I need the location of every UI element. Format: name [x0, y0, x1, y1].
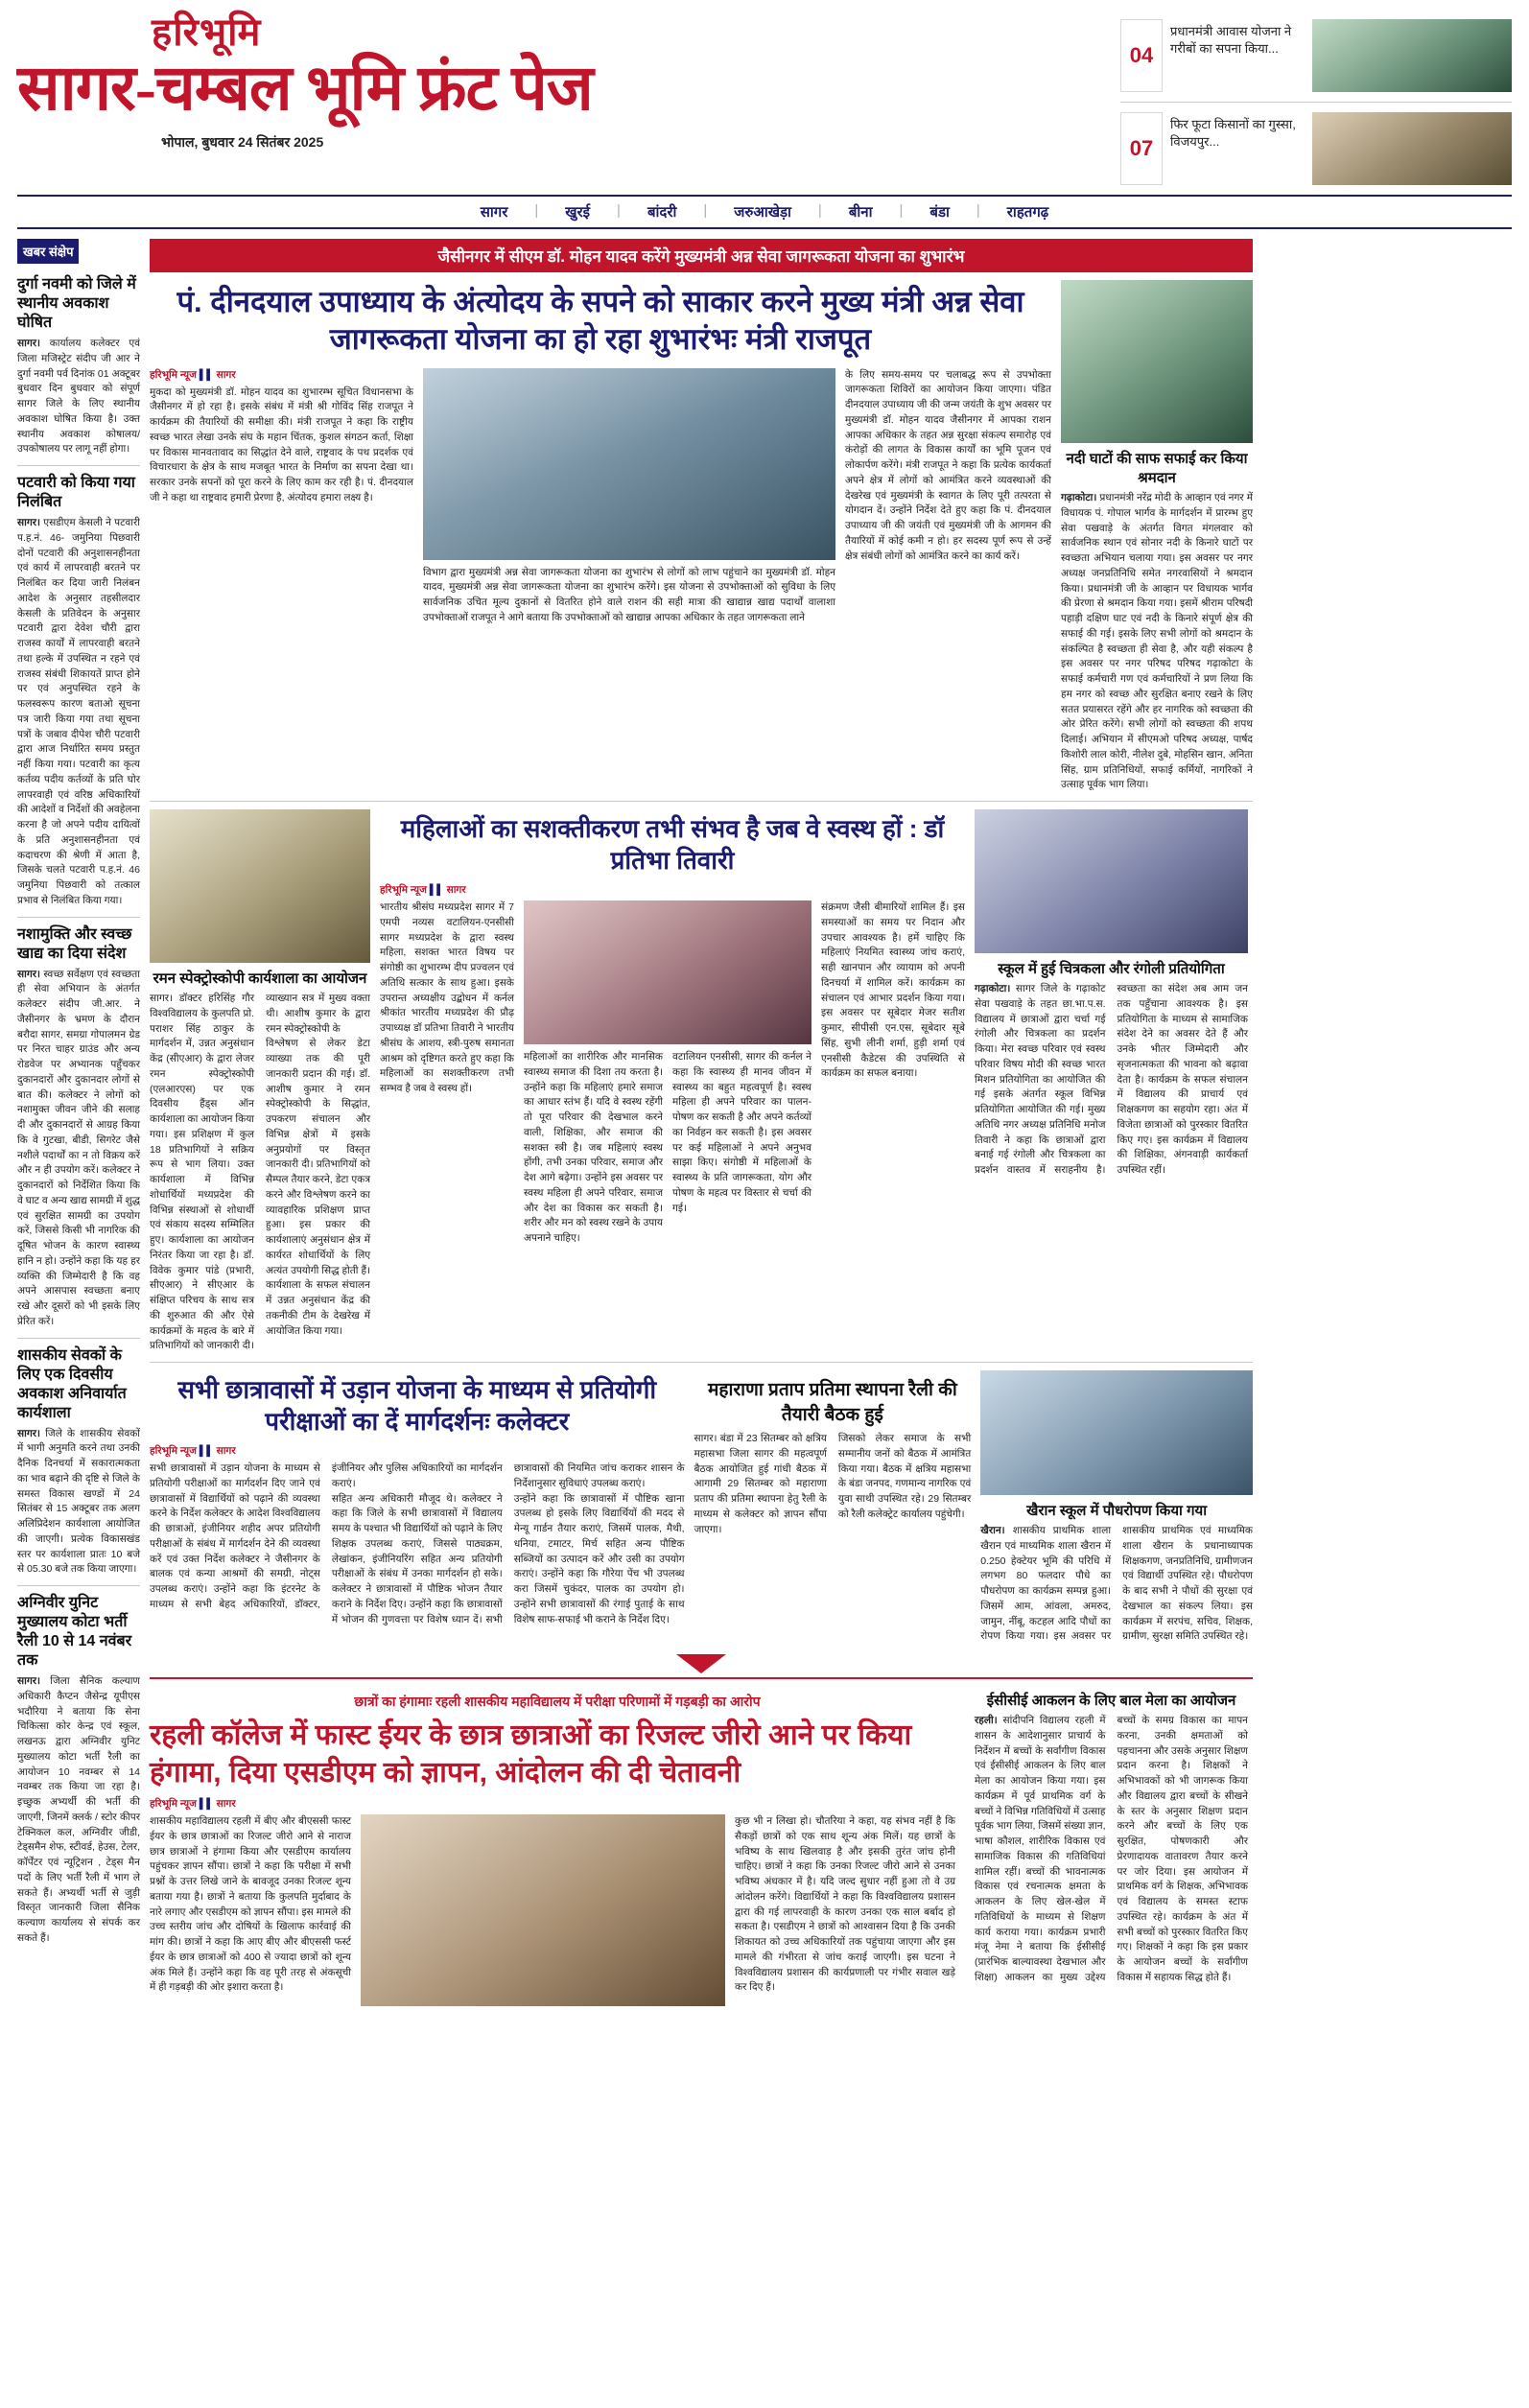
divider — [150, 801, 1253, 802]
lead-col1: मुकदा को मुख्यमंत्री डॉ. मोहन यादव का शुभारम्भ सूचित विधानसभा के जैसीनगर में हो रहा है। इसके संबंध में मंत्री श्री गोविंद सिंह राजपूत ने कार्यक्रम की तैयारियों की समीक्षा की। मंत्री राजपूत ने कहा कि राष्ट्रीय स्वच्छ भारत लेखा उनके संघ के महान चिंतक, कुशल संगठन कर्ता, शिक्षा पर विकास मानवतावाद का सिद्धांत देने वाले, राष्ट्रवाद के पथ प्रदर्शक एवं विचारधारा के क्षेत्र के साथ मजबूत भारत के निर्माण का सपना देखा था। सरकार उनके सपनों को पूरा करने के लिए काम कर रही है। पं. दीनदयाल जी ने कहा था राष्ट्रवाद हमारी प्रेरणा है, अंत्योदय हमारा लक्ष्य है। — [150, 386, 413, 503]
women-story — [380, 809, 965, 1354]
section-separator: | — [617, 202, 621, 219]
byline-mark: ▌▌ — [199, 1798, 214, 1810]
brief-dateline: सागर। — [17, 517, 41, 528]
brief-text: स्वच्छ सर्वेक्षण एवं स्वच्छता ही सेवा अभियान के अंतर्गत कलेक्टर संदीप जी.आर. ने जैसीनगर के भ्रमण के दौरान बरौदा सागर, समग्रा गोपालमन ग्रेड पर निरत चाहर ग्राउंड और अन्य रोडवेज पर अभ्यानक पहुँचकर दुकानदारों और दुकानदार लोगों से बात की। कलेक्टर ने लोगों को नशामुक्त जीवन जीने की सलाह दी और दुकानदारों से आग्रह किया कि वे गुटखा, बीडी, सिगरेट जैसे नशीले पदार्थों का न तो विक्रय करें और न ही उपयोग करें। कलेक्टर ने दुकानदारों को निर्देशित किया कि वे घाट व अन्य खाद्य सामग्री में शुद्ध एवं सुरक्षित सामग्री का उपयोग करें, जिससे किसी भी नागरिक की दूषित भोजन के कारण स्वास्थ्य हानि न हो। उन्होंने कहा कि यह हर व्यक्ति की जिम्मेदारी है कि वह अपने आसपास स्वच्छता बनाए रखे और दूसरों को भी इसके लिए प्रेरित करें। — [17, 968, 141, 1327]
promo-divider — [1120, 102, 1512, 103]
news-brief-column — [17, 239, 140, 2006]
section-link[interactable]: राहतगढ़ — [1006, 204, 1049, 221]
divider — [17, 917, 140, 918]
river-body — [1061, 491, 1253, 793]
byline-place: सागर — [216, 368, 236, 381]
inset-photo — [975, 809, 1248, 953]
raman-headline: रमन स्पेक्ट्रोस्कोपी कार्यशाला का आयोजन — [153, 970, 367, 987]
brief-item — [17, 1594, 140, 1947]
chitrakala-dateline: गढ़ाकोटा। — [975, 983, 1011, 994]
section-arrow-icon — [676, 1654, 726, 1673]
brief-body — [17, 337, 140, 457]
women-headline: महिलाओं का सशक्तीकरण तभी संभव है जब वे स्वस्थ हों : डॉ प्रतिभा तिवारी — [400, 814, 945, 875]
lead-photo — [423, 368, 835, 560]
section-link[interactable]: बंडा — [929, 204, 950, 221]
river-dateline: गढ़ाकोटा। — [1061, 492, 1097, 503]
brief-headline: शासकीय सेवकों के लिए एक दिवसीय अवकाश अनिवार्यात कार्यशाला — [17, 1346, 127, 1421]
promo-headline: फिर फूटा किसानों का गुस्सा, विजयपुर... — [1170, 117, 1296, 149]
third-row — [150, 1370, 1253, 1645]
chitrakala-headline: स्कूल में हुई चित्रकला और रंगोली प्रतियोगिता — [998, 961, 1225, 977]
raman-photo — [150, 809, 370, 963]
section-separator: | — [817, 202, 822, 219]
women-col1: भारतीय श्रीसंघ मध्यप्रदेश सागर में 7 एमपी नव्यस वटालियन-एनसीसी सागर मध्यप्रदेश के द्वारा स्वस्थ महिला, सशक्त भारत विषय पर संगोष्ठी का शुभारम्भ दीप प्रज्वलन एवं अतिथि सत्कार के साथ हुआ। इसके उपरान्त अध्यक्षीय उद्बोधन में कर्नल श्रीकांत भारतीय मध्यप्रदेश की प्रौढ़ उपाध्यक्ष डॉ प्रतिभा तिवारी ने भारतीय श्रीसंघ के आशय, स्त्री-पुरुष समानता आश्रम को दृष्टिगत करते हुए कहा कि महिलाओं का सशक्तीकरण तभी सम्भव है जब वे स्वस्थ हों। — [380, 901, 514, 1094]
bal-mela-headline: ईसीसीई आकलन के लिए बाल मेला का आयोजन — [986, 1693, 1236, 1709]
rehli-photo — [361, 1814, 725, 2006]
brief-headline: नशामुक्ति और स्वच्छ खाद्य का दिया संदेश — [17, 925, 132, 962]
plantation-story — [980, 1370, 1253, 1645]
masthead-dateline: भोपाल, बुधवार 24 सितंबर 2025 — [161, 134, 324, 151]
brief-item — [17, 1346, 140, 1578]
lead-col2: विभाग द्वारा मुख्यमंत्री अन्न सेवा जागरूकता योजना का शुभारंभ से लोगों को लाभ पहुंचाने का मुख्यमंत्री डॉ. मोहन यादव, मुख्यमंत्री अन्न सेवा जागरूकता योजना का शुभारंभ करेंगे। इस योजना से उपभोक्ताओं को सुविधा के लिए सार्वजनिक उचित मूल्य दुकानों से वितरित होने वाले राशन की सही मात्रा की खाद्यान्न खाद्य पदार्थों वालाशा उपभोक्ताओं राजपूत ने आगे बताया कि उपभोक्ताओं को खाद्यान्न आपका अधिकार के तहत जागरूकता लाने — [423, 566, 835, 623]
rehli-headline: रहली कॉलेज में फास्ट ईयर के छात्र छात्राओं का रिजल्ट जीरो आने पर किया हंगामा, दिया एसडीएम को ज्ञापन, आंदोलन की दी चेतावनी — [150, 1719, 912, 1788]
promo-item[interactable] — [1120, 112, 1512, 185]
byline-mark: ▌▌ — [199, 368, 214, 381]
rehli-col2: कुछ भी न लिखा हो। चौतरिया ने कहा, यह संभव नहीं है कि सैकड़ों छात्रों को एक साथ शून्य अंक मिलें। यह छात्रों के भविष्य के साथ खिलवाड़ है और इसकी तुरंत जांच होनी चाहिए। छात्रों ने कहा कि उनका रिजल्ट जीरो आने से उनका भविष्य अंधकार में है। यदि जल्द सुधार नहीं हुआ तो वे उग्र आंदोलन करेंगे। विद्यार्थियों ने कहा कि विश्वविद्यालय प्रशासन द्वारा की गई लापरवाही के कारण उनका एक साल बर्बाद हो सकता है। एसडीएम ने छात्रों को आश्वासन दिया है कि उनकी शिकायत को उच्च अधिकारियों तक पहुंचाया जाएगा और इस मामले की गंभीरता से जांच कराई जाएगी। इस घटना ने विश्वविद्यालय प्रशासन की कार्यप्रणाली पर गंभीर सवाल खड़े कर दिए हैं। — [735, 1815, 955, 1994]
brief-item — [17, 275, 140, 457]
bal-mela-dateline: रहली। — [975, 1715, 998, 1726]
women-col3: वटालियन एनसीसी, सागर की कर्नल ने कहा कि स्वास्थ्य ही मानव जीवन में स्वास्थ्य का बहुत महत्वपूर्ण है। स्वस्थ महिला ही अपने परिवार का पालन-पोषण कर सकती है और अपने कर्तव्यों का निर्वहन कर सकती है। इस अवसर पर कई महिलाओं ने अपने अनुभव साझा किए। संगोष्ठी में महिलाओं के स्वास्थ्य के प्रति जागरूकता, योग और पोषण के महत्व पर विस्तार से चर्चा की गई। — [672, 1051, 812, 1214]
promo-photo — [1312, 112, 1512, 185]
brief-body — [17, 1674, 140, 1947]
masthead-left — [17, 13, 1111, 152]
divider — [150, 1362, 1253, 1363]
plantation-photo — [980, 1370, 1253, 1495]
section-link[interactable]: बीना — [848, 204, 873, 221]
promo-photo — [1312, 19, 1512, 92]
byline-mark: ▌▌ — [199, 1445, 214, 1457]
edition-title: सागर-चम्बल भूमि फ्रंट पेज — [17, 54, 593, 124]
main-column — [150, 239, 1253, 2006]
byline-label: हरिभूमि न्यूज — [150, 368, 197, 381]
udaan-byline — [150, 1444, 685, 1458]
chitrakala-text: सागर जिले के गढ़ाकोट सेवा पखवाड़े के तहत छा.भा.प.स. विद्यालय में छात्राओं द्वारा चर्चा गई रंगोली और चित्रकला का प्रदर्शन किया। मेरा स्वच्छ परिवार एवं स्वस्थ परिवार विषय मोदी की स्वच्छ भारत मिशन प्रतियोगिता का आयोजित की गई इसके अंतर्गत स्कूल विभिन्न प्रतियोगिता आयोजित की गई। मुख्य अतिथि नगर अध्यक्ष प्रतिनिधि मनोज तिवारी ने कहा कि छात्राओं द्वारा बनाई गई रंगोली और चित्रकला का प्रदर्शन वास्तव में सराहनीय है। स्वच्छता का संदेश अब आम जन तक पहुँचाना आवश्यक है। इस प्रतियोगिता के माध्यम से सामाजिक संदेश देने का अवसर देते हैं और उनके भीतर जिम्मेदारी और सृजनात्मकता की भावना को बढ़ावा देता है। कार्यक्रम के सफल संचालन में विद्यालय की प्राचार्य एवं शिक्षकगण का सहयोग रहा। अंत में विजेता छात्राओं को पुरस्कार वितरित किए गए। इस कार्यक्रम में विद्यालय की शिक्षिका, अंगनवाड़ी कार्यकर्ता उपस्थित रहीं। — [975, 983, 1248, 1176]
udaan-story — [150, 1370, 685, 1645]
maharana-col2: जिसको लेकर समाज के सभी सम्मानीय जनों को बैठक में आमंत्रित किया गया। बैठक में क्षत्रिय महासभा के बंडा जनपद, गणमान्य नागरिक एवं युवा साथी उपस्थित रहे। 29 सितम्बर को रैली कलेक्ट्रेट कार्यालय पहुंचेगी। — [837, 1433, 972, 1520]
rehli-row — [150, 1687, 1253, 2006]
promo-headline: प्रधानमंत्री आवास योजना ने गरीबों का सपना किया... — [1170, 24, 1292, 56]
brief-item — [17, 474, 140, 909]
byline-place: सागर — [446, 884, 466, 896]
section-link[interactable]: बांदरी — [647, 204, 677, 221]
rehli-col1: शासकीय महाविद्यालय रहली में बीए और बीएससी फास्ट ईयर के छात्र छात्राओं का रिजल्ट जीरो आने से नाराज छात्र छात्राओं ने हंगामा किया और एसडीएम कार्यालय पहुंचकर ज्ञापन सौंपा। छात्रों ने कहा कि परीक्षा में सभी प्रश्नों के उत्तर लिखे जाने के बावजूद उनका रिजल्ट शून्य बताया गया है। छात्रों ने बताया कि कुलपति मुर्दाबाद के नारे लगाए और एसडीएम को ज्ञापन सौंपा। इस मामले की उच्च स्तरीय जांच और दोषियों के खिलाफ कार्रवाई की मांग की। छात्रों ने कहा कि आए बीए और बीएससी फर्स्ट ईयर के छात्र छात्राओं को 400 से ज्यादा छात्रों को शून्य अंक मिले हैं। उन्होंने कहा कि वह पूरी तरह से अंकसूची में ही गड़बड़ी की ओर इशारा करता है। — [150, 1815, 351, 1994]
lead-kicker: जैसीनगर में सीएम डॉ. मोहन यादव करेंगे मुख्यमंत्री अन्न सेवा जागरूकता योजना का शुभारंभ — [150, 239, 1253, 272]
udaan-col2: सहित अन्य अधिकारी मौजूद थे। कलेक्टर ने कहा कि जिले के सभी छात्रावासों में विद्यालय समय के पश्चात भी विद्यार्थियों को पढ़ाने के लिए शिक्षक उपलब्ध कराएं, जिससे पाठ्यक्रम, लेखांकन, इंजीनियरिंग सहित अन्य प्रतियोगी परीक्षाओं के संबंध में उनका मार्गदर्शन हो सके। कलेक्टर ने छात्रावासों में पौष्टिक भोजन तैयार कराने के निर्देश दिए। उन्होंने कहा कि छात्रावासों में भोजन की गुणवत्ता पर विशेष ध्यान दें। सभी छात्रावासों की नियमित जांच कराकर शासन के निर्देशानुसार सुविधाएं उपलब्ध कराएं। — [331, 1462, 685, 1625]
lead-byline — [150, 368, 413, 382]
second-row — [150, 809, 1253, 1354]
divider — [17, 1585, 140, 1586]
bal-mela-body — [975, 1714, 1248, 1986]
section-rule — [150, 1677, 1253, 1679]
plantation-body — [980, 1524, 1253, 1645]
divider — [17, 465, 140, 466]
section-separator: | — [899, 202, 904, 219]
brief-dateline: सागर। — [17, 968, 41, 980]
brief-item — [17, 925, 140, 1330]
section-link[interactable]: खुरई — [565, 204, 591, 221]
lead-headline: पं. दीनदयाल उपाध्याय के अंत्योदय के सपने को साकार करने मुख्य मंत्री अन्न सेवा जागरूकता योजना का हो रहा शुभारंभः मंत्री राजपूत — [176, 285, 1024, 356]
section-separator: | — [976, 202, 980, 219]
bal-mela-story — [975, 1687, 1248, 2006]
river-text: प्रधानमंत्री नरेंद्र मोदी के आव्हान एवं नगर में विधायक पं. गोपाल भार्गव के मार्गदर्शन में प्रारम्भ हुए सेवा पखवाड़े के अंतर्गत विगत मंगलवार को सार्वजनिक स्थान एवं सोनार नदी के किनारे घाटों पर स्वच्छता अभियान चलाया गया। इस अवसर पर नगर अध्यक्ष जनप्रतिनिधि समेत नगरवासियों ने श्रमदान किया। प्रधानमंत्री जी के आव्हान पर विधायक भार्गव की प्रेरणा से श्रमदान किया गया। इसमें श्रीराम परिषदी पहाड़ी दक्षिण घाट एवं नदी के किनारे संपूर्ण क्षेत्र की सफाई की गई। इसके लिए सभी लोगों को श्रमदान के संकल्पित है स्वच्छता ही सेवा है, और यही संकल्प है इस अवसर पर नगर परिषद परिषद गढ़ाकोटा के सफाई कर्मचारी गण एवं कर्मचारियों ने प्रण लिया कि हम नगर को स्वच्छ और सुरक्षित बनाए रखने के लिए सतत प्रयासरत रहेंगे और हर नागरिक को स्वच्छता की ओर प्रेरित करेंगे। सभी लोगों को स्वच्छता की शपथ दिलाई। अभियान में सीएमओ परिषद अध्यक्ष, पार्षद किशोरी लाल कोरी, नीलेश दुबे, मोहसिन खान, अनिता सिंह, ग्राम प्रतिनिधियों, सफाई कर्मियों, नागरिकों ने उत्साह पूर्वक भाग लिया। — [1061, 492, 1253, 791]
plantation-dateline: खैरान। — [980, 1525, 1005, 1536]
brief-headline: दुर्गा नवमी को जिले में स्थानीय अवकाश घोषित — [17, 276, 136, 331]
brief-body — [17, 516, 140, 909]
byline-label: हरिभूमि न्यूज — [150, 1445, 197, 1457]
women-photo — [524, 900, 812, 1044]
udaan-col3: उन्होंने कहा कि छात्रावासों में पौष्टिक खाना उपलब्ध हो इसके लिए विद्यार्थियों की मदद से मेन्यू गार्डन तैयार कराएं, जिसमें पालक, मैथी, धनिया, टमाटर, मिर्च सहित अन्य पौष्टिक सब्जियों का उत्पादन करें और उसी का उपयोग कराएं। उन्होंने कहा कि गौरेया पेंच भी उपलब्ध करा जिसमें चुकंदर, पालक का उपयोग हो। उन्होंने सभी छात्रावासों की रंगाई पुताई के साथ विशेष साफ-सफाई भी कराने के निर्देश दिए। — [513, 1492, 685, 1625]
byline-mark: ▌▌ — [429, 884, 444, 896]
divider — [17, 1338, 140, 1339]
section-link[interactable]: सागर — [480, 204, 508, 221]
chitrakala-body — [975, 982, 1248, 1179]
brief-text: कार्यालय कलेक्टर एवं जिला मजिस्ट्रेट संदीप जी आर ने दुर्गा नवमी पर्व दिनांक 01 अक्टूबर बुधवार दिन बुधवार को संपूर्ण सागर जिले के लिए स्थानीय अवकाश घोषित किया है। उक्त स्थानीय अवकाश कोषालय/उपकोषालय पर लागू नहीं होगा। — [17, 338, 140, 456]
raman-story — [150, 809, 370, 1354]
plantation-text: शासकीय प्राथमिक शाला खैरान एवं माध्यमिक शाला खैरान में 0.250 हेक्टेयर भूमि की परिधि में लगभग 80 फलदार पौधे का पौधरोपण का कार्यक्रम सम्पन्न हुआ। जिसमें आम, आंवला, अमरुद, जामुन, नींबू, कटहल आदि पौधों का रोपण किया गया। इस अवसर पर शासकीय प्राथमिक एवं माध्यमिक शाला खैरान के प्रधानाध्यापक शिक्षकगण, जनप्रतिनिधि, ग्रामीणजन एवं विद्यार्थी उपस्थित रहे। पौधरोपण के बाद सभी ने पौधों की सुरक्षा एवं देखभाल का संकल्प लिया। इस कार्यक्रम में सरपंच, सचिव, शिक्षक, ग्रामीण, सुरक्षा समिति उपस्थित रहे। — [980, 1525, 1253, 1643]
promo-item[interactable] — [1120, 19, 1512, 92]
lead-col3: के लिए समय-समय पर चलाबद्ध रूप से उपभोक्ता जागरूकता शिविरों का आयोजन किया जाएगा। पंडित दीनदयाल उपाध्याय जी की जन्म जयंती के शुभ अवसर पर मुख्यमंत्री डॉ. मोहन यादव जैसीनगर में आपका राशन आपका अधिकार के तहत अन्न सुरक्षा संकल्प समारोह एवं कंरोड़ों की लागत के विकास कार्यों का भूमि पूजन एवं लोकार्पण करेंगे। मंत्री राजपूत ने कहा कि प्रत्येक कार्यकर्ता अपने क्षेत्र में लोगों को आमंत्रित करने व्यवस्थाओं की देखरेख एवं मुख्यमंत्री के स्वागत के लिए पूरी तत्परता से योगदान दें। उन्होंने निर्देश देते हुए कहा कि पं. दीनदयाल उपाध्याय जी की जयंती एवं मुख्यमंत्री जी के आगमन की तैयारियों में कोई कमी न हो। हर सदस्य पूर्ण रूप से उन्हें क्षेत्र संबंधी लोगों को आमंत्रित करने का कार्य करें। — [845, 368, 1051, 562]
section-separator: | — [703, 202, 708, 219]
publication-logo: हरिभूमि — [152, 11, 262, 54]
plantation-headline: खैरान स्कूल में पौधरोपण किया गया — [1026, 1503, 1208, 1519]
byline-label: हरिभूमि न्यूज — [380, 884, 427, 896]
women-col2: महिलाओं का शारीरिक और मानसिक स्वास्थ्य समाज की दिशा तय करता है। उन्होंने कहा कि महिलाएं हमारे समाज का आधार स्तंभ हैं। यदि वे स्वस्थ रहेंगी तो पूरा परिवार की देखभाल करने वाली, शिक्षिका, और समाज की सशक्त स्त्री है। जब महिलाएं स्वस्थ होंगी, तभी उनका परिवार, समाज और देश आगे बढ़ेगा। उन्होंने इस अवसर पर स्वस्थ महिला ही अपने परिवार, समाज और देश का विकास कर सकती है। शरीर और मन को स्वस्थ रखने के उपाय अपनाने चाहिए। — [524, 1051, 663, 1244]
bal-mela-text: सांदीपनि विद्यालय रहली में शासन के आदेशानुसार प्राचार्य के निर्देशन में बच्चों के सर्वांगीण विकास एवं ईसीसीई आकलन के लिए बाल मेला का आयोजन किया गया। इस कार्यक्रम में पूर्व प्राथमिक वर्ग के बच्चों ने विभिन्न गतिविधियों में उत्साह पूर्वक भाग लिया, जिसमें संख्या ज्ञान, भाषा कौशल, शारीरिक विकास एवं सामाजिक विकास की गतिविधियां शामिल रहीं। बच्चों की भावनात्मक विकास एवं रचनात्मक क्षमता के आकलन के लिए खेल-खेल में गतिविधियों के माध्यम से शिक्षण कार्य कराया गया। कार्यक्रम प्रभारी मंजू नेमा ने बताया कि ईसीसीई (प्रारंभिक बाल्यावस्था देखभाल और शिक्षा) आकलन का मुख्य उद्देश्य बच्चों के समग्र विकास का मापन करना, उनकी क्षमताओं को पहचानना और उसके अनुसार शिक्षण प्रदान करना है। शिक्षकों ने अभिभावकों को भी जागरूक किया और विद्यालय द्वारा बच्चों के सीखने के स्तर के अनुसार शिक्षण प्रदान करने और बच्चों के लिए एक सुरक्षित, पोषणकारी और प्रेरणादायक वातावरण तैयार करने पर जोर दिया। इस आयोजन में प्राथमिक वर्ग के शिक्षक, अभिभावक एवं विद्यालय के समस्त स्टाफ उपस्थित रहे। कार्यक्रम के अंत में सभी बच्चों को पुरस्कार वितरित किए गए। शिक्षकों ने कहा कि इस प्रकार के आयोजन बच्चों के सर्वांगीण विकास में सहायक सिद्ध होते हैं। — [975, 1715, 1248, 1983]
women-col4: संक्रमण जैसी बीमारियों शामिल हैं। इस समस्याओं का समय पर निदान और उपचार आवश्यक है। हमें चाहिए कि महिलाएं नियमित स्वास्थ्य जांच कराएं, सही खानपान और व्यायाम को अपनी दिनचर्या में शामिल करें। कार्यक्रम का संचालन एवं आभार प्रदर्शन किया गया। इस अवसर पर सूबेदार मेजर सतीश कुमार, सीपीसी एन.एस, सूबेदार सूबे सिंह, सुभी लीनी शर्मा, हुड़ी शर्मा एवं एनसीसी कैडेटस की उपस्थिति से कार्यक्रम का सफल बनाया। — [821, 901, 965, 1080]
brief-badge: खबर संक्षेप — [17, 239, 79, 264]
udaan-col1: सभी छात्रावासों में उड़ान योजना के माध्यम से प्रतियोगी परीक्षाओं का मार्गदर्शन दिए जाने एवं छात्रावासों में विद्यार्थियों को पढ़ाने की व्यवस्था करने के निर्देश कलेक्टर के आदेश विश्वविद्यालय की छात्राओं, इंजीनियर शहीद अपर प्रतियोगी परीक्षाओं के संबंध में मार्गदर्शन देने की व्यवस्था करें एवं उक्त निर्देश कलेक्टर ने जैसीनगर के बालक एवं कन्या आश्रमों की समग्री, नोट्स उपलब्ध कराएं। उन्होंने कहा कि इंटरनेट के माध्यम से सभी बेहद अधिकारियों, डॉक्टर, इंजीनियर और पुलिस अधिकारियों का मार्गदर्शन कराएं। — [150, 1462, 503, 1610]
section-separator: | — [534, 202, 539, 219]
section-link[interactable]: जरुआखेड़ा — [734, 204, 791, 221]
river-headline: नदी घाटों की साफ सफाई कर किया श्रमदान — [1066, 451, 1248, 486]
byline-place: सागर — [216, 1445, 236, 1457]
raman-col1: सागर। डॉक्टर हरिसिंह गौर विश्वविद्यालय के कुलपति प्रो. पराशर सिंह ठाकुर के मार्गदर्शन में, उन्नत अनुसंधान केंद्र (सीएआर) के द्वारा लेजर रमन स्पेक्ट्रोस्कोपी (एलआरएस) पर एक दिवसीय हैंड्स ऑन कार्यशाला का आयोजन किया गया। इस प्रशिक्षण में कुल 18 प्रतिभागियों ने सक्रिय रूप से भाग लिया। उक्त कार्यशाला में विभिन्न शोधार्थियों मध्यप्रदेश की विभिन्न संस्थाओं से शोधार्थी एवं संकाय सदस्य सम्मिलित हुए। कार्यशाला का आयोजन निरंतर किया जा रहा है। डॉ. विवेक कुमार पांडे (प्रभारी, सीएआर) ने सीएआर के संक्षिप्त परिचय के साथ सत्र की शुरुआत की और ऐसे कार्यक्रमों के महत्व के बारे में प्रतिभागियों को जानकारी दी। व्याख्यान सत्र में मुख्य वक्ता थी। आशीष कुमार के द्वारा रमन स्पेक्ट्रोस्कोपी के — [150, 993, 370, 1352]
brief-dateline: सागर। — [17, 1427, 41, 1439]
rehli-byline — [150, 1797, 965, 1811]
udaan-headline: सभी छात्रावासों में उड़ान योजना के माध्यम से प्रतियोगी परीक्षाओं का दें मार्गदर्शनः कलेक्टर — [177, 1375, 657, 1436]
brief-body — [17, 1427, 140, 1578]
river-photo — [1061, 280, 1253, 443]
brief-dateline: सागर। — [17, 338, 41, 349]
promo-page-number: 04 — [1120, 19, 1163, 92]
brief-text: एसडीएम केसली ने पटवारी प.ह.नं. 46- जमुनिया पिछवारी दोनों पटवारी की अनुशासनहीनता एवं कार्य में लापरवाही बरतने पर निलंबित कर दिया जारी निलंबन आदेश के अनुसार तहसीलदार केसली के प्रतिवेदन के अनुसार पटवारी द्वारा देवेश चौरी द्वारा राजस्व कार्यों में लापरवाही बरतने तथा हल्के में उपस्थित न रहने एवं राजस्व संबंधी शिकायतें प्राप्त होने पर एवं अनुपस्थित रहने के फलस्वरूप कारण बताओ सूचना पत्र जारी किया गया तथा सूचना पत्रों के जबाव दीपेश चौरी पटवारी द्वारा आज निर्धारित समय प्रस्तुत नहीं किया गया। पटवारी का कृत्य कर्तव्य पदीय कर्तव्यों के प्रति घोर लापरवाही एवं वरिष्ठ अधिकारियों की आदेशों व निर्देशों की अवहेलना करना है जो अपने पदीय दायित्वों के प्रति अनुशासनहीनता एवं कदाचरण की श्रेणी में आता है, जिसके चलते पटवारी प.ह.नं. 46 जमुनिया पिछवारी को तत्काल प्रभाव से निलंबित किया गया। — [17, 517, 140, 906]
women-byline — [380, 883, 965, 897]
promo-page-number: 07 — [1120, 112, 1163, 185]
byline-place: सागर — [216, 1798, 236, 1810]
masthead — [17, 13, 1512, 185]
masthead-promos — [1120, 13, 1512, 185]
rehli-story — [150, 1687, 965, 2006]
brief-text: जिला सैनिक कल्याण अधिकारी कैप्टन जैसेन्द्र यूपीएस भदौरिया ने बताया कि सेना चिकित्सा कोर केन्द्र एवं स्कूल, लखनऊ द्वारा अग्निवीर युनिट मुख्यालय कोटा भर्ती रैली का आयोजन 10 नवम्बर से 14 नवम्बर तक किया जा रहा है। इच्छुक अभ्यर्थी की भर्ती की जाएगी, जिनमें क्लर्क / स्टोर कीपर टेक्निकल कल, अग्निवीर जीडी, टेड्समैन शेफ, स्टीवर्ड, हेउस, टेलर, कॉर्पेंटर एवं न्यूट्रिशन , टेड्स मैन पदों के लिए भर्ती रैली में भाग ले सकते हैं। अभ्यर्थी भर्ती से जुड़ी विस्तृत जानकारी जिला सैनिक कल्याण कार्यालय से संपर्क कर सकते हैं। — [17, 1675, 141, 1944]
brief-dateline: सागर। — [17, 1675, 41, 1687]
lead-story — [150, 239, 1253, 793]
brief-text: जिले के शासकीय सेवकों में भागी अनुमति करने तथा उनकी दैनिक दिनचर्या में सकारात्मकता का भाव बढ़ाने की दृष्टि से जिले के समस्त विकास खण्डों में 24 सितंबर से 15 अक्टूबर तक अलग अलिप्रिदेशन कार्यशाला आयोजित की जाएगी। प्रत्येक विकासखंड स्तर पर कार्यशाला प्रातः 10 बजे से 05.30 बजे तक किया जाएगा। — [17, 1427, 140, 1576]
page-grid — [17, 239, 1512, 2006]
raman-col2: विश्लेषण से लेकर डेटा व्याख्या तक की पूरी जानकारी प्रदान की गई। डॉ. आशीष कुमार ने रमन स्पेक्ट्रोस्कोपी के सिद्धांत, उपकरण संचालन और विभिन्न क्षेत्रों में इसके अनुप्रयोगों पर विस्तृत जानकारी दी। प्रतिभागियों को सैम्पल तैयार करने, डेटा एकत्र करने और विश्लेषण करने का व्यावहारिक प्रशिक्षण प्राप्त हुआ। इस प्रकार की कार्यशालाएं अनुसंधान क्षेत्र में कार्यरत शोधार्थियों के लिए अत्यंत उपयोगी सिद्ध होती हैं। कार्यशाला के सफल संचालन में उन्नत अनुसंधान केंद्र की तकनीकी टीम के देखरेख में आयोजित किया गया। — [266, 1038, 370, 1337]
river-story — [1061, 280, 1253, 793]
maharana-col1: सागर। बंडा में 23 सितम्बर को क्षत्रिय महासभा जिला सागर की महत्वपूर्ण बैठक आयोजित हुई गांधी बैठक में आगामी 29 सितम्बर को महाराणा प्रताप की प्रतिमा स्थापना हेतु रैली के माध्यम से कलेक्टर को ज्ञापन सौंपा जाएगा। — [694, 1433, 827, 1535]
byline-label: हरिभूमि न्यूज — [150, 1798, 197, 1810]
brief-headline: अग्निवीर युनिट मुख्यालय कोटा भर्ती रैली 10 से 14 नवंबर तक — [17, 1595, 132, 1669]
right-inset — [975, 809, 1248, 1354]
rehli-kicker: छात्रों का हंगामाः रहली शासकीय महाविद्यालय में परीक्षा परिणामों में गड़बड़ी का आरोप — [354, 1694, 761, 1709]
brief-body — [17, 968, 140, 1330]
edition-section-bar — [17, 195, 1512, 229]
brief-headline: पटवारी को किया गया निलंबित — [17, 475, 135, 510]
maharana-headline: महाराणा प्रताप प्रतिमा स्थापना रैली की तैयारी बैठक हुई — [708, 1380, 957, 1425]
maharana-story — [694, 1370, 972, 1645]
